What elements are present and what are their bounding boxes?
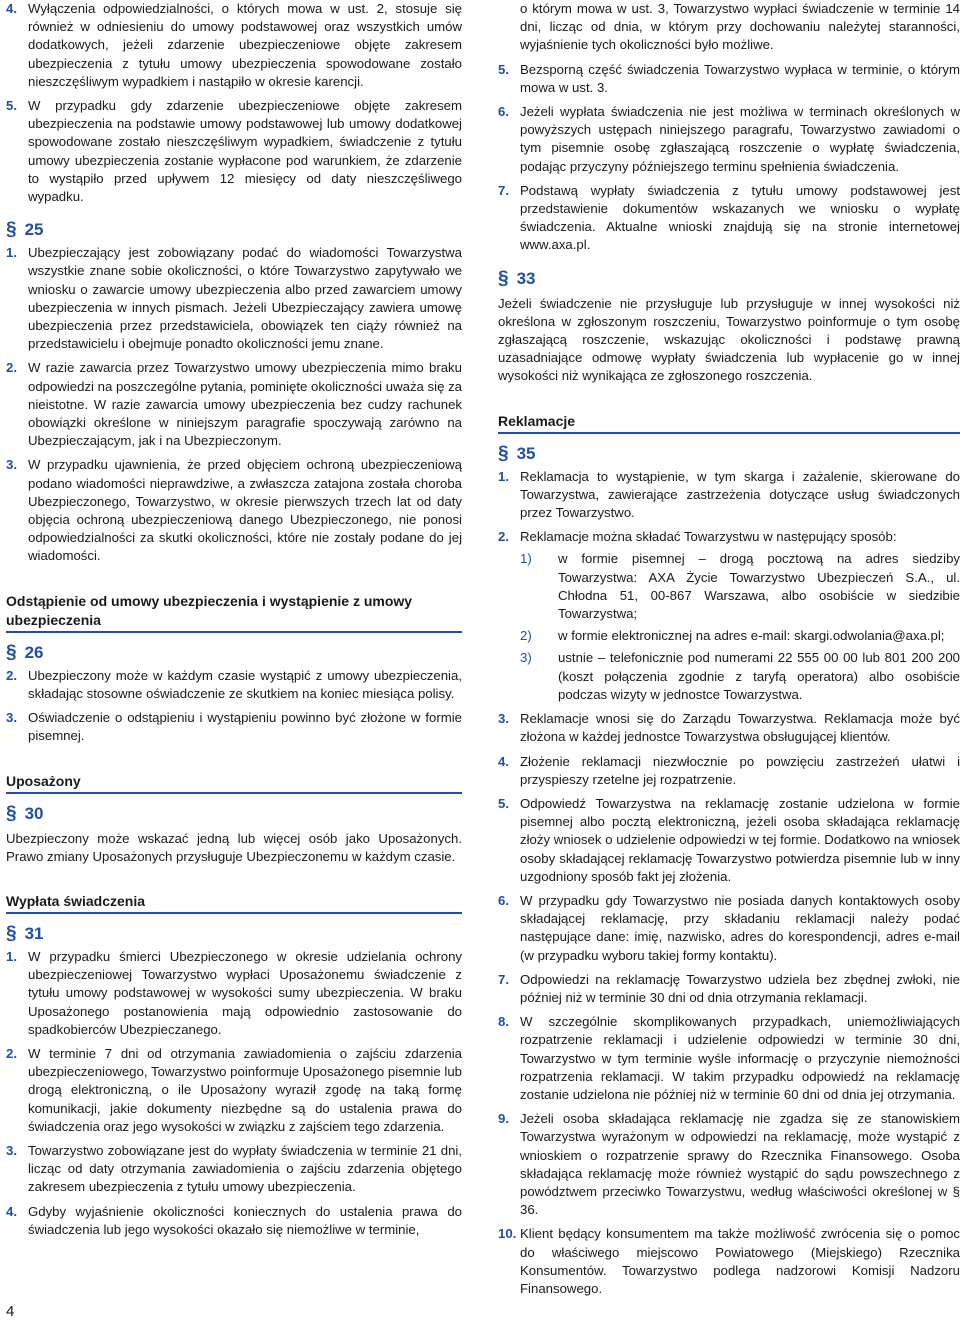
item-number: 1. — [498, 468, 509, 484]
item-number: 3. — [498, 711, 509, 727]
list-item — [498, 795, 960, 886]
left-top-items — [6, 0, 462, 206]
heading-reklamacje: Reklamacje — [498, 412, 960, 434]
list-item — [498, 1110, 960, 1219]
item-number: 8. — [498, 1014, 509, 1030]
list-item — [498, 528, 960, 546]
item-text: Reklamacje wnosi się do Zarządu Towarzystwa. Reklamacja może być złożona w każdej jednostce Towarzystwa obsługującej klientów. — [520, 711, 960, 745]
section-26-heading: § 26 — [6, 641, 44, 663]
item-number: 2) — [520, 628, 532, 644]
heading-wyplata: Wypłata świadczenia — [6, 892, 462, 914]
list-item — [6, 244, 462, 353]
item-text: Odpowiedź Towarzystwa na reklamację zostanie udzielona w formie pisemnej albo pocztą elektroniczną, jeżeli osoba składająca reklamację złoży wniosek o udzielenie odpowiedzi w tej formie. Dodatkowo na wniosek osoby składającej reklamację Towarzystwo potwierdza pisemnie lub w inny uzgodniony sposób fakt jej złożenia. — [520, 795, 960, 884]
list-item — [498, 971, 960, 1007]
list-item — [6, 948, 462, 1039]
section-31-heading: § 31 — [6, 922, 44, 944]
item-text: Wyłączenia odpowiedzialności, o których mowa w ust. 2, stosuje się również w odniesieniu do umowy podstawowej oraz wszystkich umów dodatkowych, jeżeli zdarzenie ubezpieczeniowe objęte zakresem ubezpieczenia z tytułu umowy ubezpieczenia spowodowane zostało nieszczęśliwym wypadkiem i nastąpiło w okresie karencji. — [28, 1, 462, 89]
list-item — [498, 1013, 960, 1104]
section-35-subitems — [498, 550, 960, 704]
item-number: 5. — [498, 795, 509, 811]
section-33-text: Jeżeli świadczenie nie przysługuje lub przysługuje w innej wysokości niż określona w zgłoszonym roszczeniu, Towarzystwo poinformuje o tym osobę zgłaszającą roszczenie, wskazując okoliczności i podstawę prawną uzasadniające odmowę wypłaty świadczenia lub wypłacenie go w innej wysokości niż wynikająca ze zgłoszonego roszczenia. — [498, 295, 960, 384]
item-number: 6. — [498, 892, 509, 908]
item-number: 3. — [6, 1142, 17, 1158]
item-number: 5. — [6, 98, 17, 114]
item-number: 7. — [498, 971, 509, 987]
section-35-items-a — [498, 468, 960, 547]
list-item — [6, 667, 462, 703]
item-text: o którym mowa w ust. 3, Towarzystwo wypłaci świadczenie w terminie 14 dni, licząc od dnia, w którym przy dochowaniu należytej staranności, wyjaśnienie tych okoliczności było możliwe. — [520, 1, 960, 53]
list-item — [498, 753, 960, 789]
item-number: 2. — [6, 360, 17, 376]
item-text: Odpowiedzi na reklamację Towarzystwo udziela bez zbędnej zwłoki, nie później niż w terminie 30 dni od dnia otrzymania reklamacji. — [520, 971, 960, 1005]
list-item — [498, 892, 960, 965]
list-item — [6, 1203, 462, 1239]
item-text: Ubezpieczający jest zobowiązany podać do wiadomości Towarzystwa wszystkie znane sobie okoliczności, o które Towarzystwo zapytywało we wniosku o zawarcie umowy ubezpieczenia albo przed zawarciem umowy ubezpieczenia w innych pismach. Jeżeli Ubezpieczający zawiera umowę ubezpieczenia przez przedstawiciela, obowiązek ten ciąży również na przedstawicielu i obejmuje ponadto okoliczności jemu znane. — [28, 245, 462, 352]
item-number: 4. — [6, 1203, 17, 1219]
section-30-heading: § 30 — [6, 802, 44, 824]
item-text: Reklamacja to wystąpienie, w tym skarga i zażalenie, skierowane do Towarzystwa, zawierające zastrzeżenia dotyczące usług świadczonych przez Towarzystwo. — [520, 468, 960, 521]
item-text: Jeżeli osoba składająca reklamację nie zgadza się ze stanowiskiem Towarzystwa wyrażonym w odpowiedzi na reklamację, może wystąpić z wnioskiem o rozpatrzenie sprawy do Rzecznika Finansowego. Osoba składająca reklamację może również wystąpić do sądu powszechnego z powództwem przeciwko Towarzystwu, według właściwości określonej w § 36. — [520, 1111, 960, 1218]
section-31-items — [6, 948, 462, 1239]
item-number: 5. — [498, 61, 509, 77]
list-item — [6, 1142, 462, 1197]
left-column — [6, 0, 462, 1239]
list-item — [498, 1225, 960, 1298]
item-text: Oświadczenie o odstąpieniu i wystąpieniu powinno być złożone w formie pisemnej. — [28, 710, 462, 744]
section-30-text: Ubezpieczony może wskazać jedną lub więcej osób jako Uposażonych. Prawo zmiany Uposażonych przysługuje Ubezpieczonemu w każdym czasie. — [6, 830, 462, 864]
item-text: w formie pisemnej – drogą pocztową na adres siedziby Towarzystwa: AXA Życie Towarzystwo Ubezpieczeń S.A., ul. Chłodna 51, 00-867 Warszawa, albo osobiście w siedzibie Towarzystwa; — [558, 551, 960, 622]
list-item — [6, 1045, 462, 1136]
heading-uposazony: Uposażony — [6, 772, 462, 794]
section-35-items-b — [498, 710, 960, 1298]
item-text: W razie zawarcia przez Towarzystwo umowy ubezpieczenia mimo braku odpowiedzi na poszczególne pytania, pominięte okoliczności uważa się za nieistotne. W razie zawarcia umowy ubezpieczenia bez cudzy rachunek obowiązki określone w niniejszym paragrafie spoczywają zarówno na Ubezpieczającym, jak i na Ubezpieczonym. — [28, 360, 462, 449]
item-text: W terminie 7 dni od otrzymania zawiadomienia o zajściu zdarzenia ubezpieczeniowego, Towarzystwo poinformuje Uposażonego pisemnie lub drogą elektroniczną, o ile Uposażony wyraził zgodę na taką formę komunikacji, jakie dokumenty niezbędne są do ustalenia prawa do świadczenia oraz jego wysokości w związku z zajściem tego zdarzenia. — [28, 1045, 462, 1134]
item-text: Towarzystwo zobowiązane jest do wypłaty świadczenia w terminie 21 dni, licząc od daty otrzymania zawiadomienia o zajściu zdarzenia objętego zakresem ubezpieczenia z tytułu umowy ubezpieczenia. — [28, 1142, 462, 1195]
list-item — [6, 0, 462, 91]
item-number: 6. — [498, 104, 509, 120]
item-number: 1. — [6, 245, 17, 261]
list-item — [6, 359, 462, 450]
list-item — [498, 61, 960, 97]
item-number: 3) — [520, 650, 532, 666]
item-text: W przypadku śmierci Ubezpieczonego w okresie udzielania ochrony ubezpieczeniowej Towarzystwo wypłaci Uposażonemu świadczenie z tytułu umowy podstawowej w wysokości sumy ubezpieczenia. W braku Uposażonego postanowienia mają odpowiednio zastosowanie do spadkobierców Ubezpieczanego. — [28, 948, 462, 1037]
list-item — [498, 710, 960, 746]
item-text: W przypadku ujawnienia, że przed objęciem ochroną ubezpieczeniową podano wiadomości nieprawdziwe, a zwłaszcza zatajona została choroba Ubezpieczonego, Towarzystwo, w okresie pierwszych trzech lat od daty objęcia ochroną ubezpieczeniową danego Ubezpieczonego, nie ponosi odpowiedzialności za skutki okoliczności, które nie zostały podane do jej wiadomości. — [28, 457, 462, 564]
item-text: W przypadku gdy Towarzystwo nie posiada danych kontaktowych osoby składającej reklamację, przy składaniu reklamacji należy podać następujące dane: imię, nazwisko, adres do korespondencji, adres e-mail (w przypadku wyboru takiej formy kontaktu). — [520, 892, 960, 963]
list-item — [498, 103, 960, 176]
item-number: 4. — [498, 753, 509, 769]
item-text: Gdyby wyjaśnienie okoliczności koniecznych do ustalenia prawa do świadczenia lub jego wysokości okazało się niemożliwe w terminie, — [28, 1203, 462, 1237]
item-number: 9. — [498, 1111, 509, 1127]
item-number: 7. — [498, 182, 509, 198]
item-text: W przypadku gdy zdarzenie ubezpieczeniowe objęte zakresem ubezpieczenia na podstawie umowy podstawowej lub umowy dodatkowej spowodowane zostało nieszczęśliwym wypadkiem, świadczenie z tytułu umowy ubezpieczenia zostanie wypłacone pod warunkiem, że zdarzenie to wystąpiło przed upływem 12 miesięcy od daty nieszczęśliwego wypadku. — [28, 98, 462, 205]
item-text: Bezsporną część świadczenia Towarzystwo wypłaca w terminie, o którym mowa w ust. 3. — [520, 61, 960, 95]
item-text: w formie elektronicznej na adres e-mail: skargi.odwolania@axa.pl; — [558, 628, 945, 644]
item-text: Złożenie reklamacji niezwłocznie po powzięciu zastrzeżeń ułatwi i przyspieszy rzetelne jej rozpatrzenie. — [520, 753, 960, 787]
section-26-items — [6, 667, 462, 746]
item-number: 4. — [6, 1, 17, 16]
list-item — [6, 97, 462, 206]
item-text: Podstawą wypłaty świadczenia z tytułu umowy podstawowej jest przedstawienie dokumentów wskazanych we wniosku o wypłatę świadczenia. Aktualne wnioski znajdują się na stronie internetowej www.axa.pl. — [520, 182, 960, 253]
item-number: 2. — [6, 1045, 17, 1061]
item-number: 3. — [6, 710, 17, 726]
sub-list-item — [520, 627, 960, 645]
item-text: Reklamacje można składać Towarzystwu w następujący sposób: — [520, 529, 897, 545]
item-text: Ubezpieczony może w każdym czasie wystąpić z umowy ubezpieczenia, składając stosowne oświadczenie ze skutkiem na koniec miesiąca polisy. — [28, 667, 462, 701]
item-number — [498, 0, 520, 55]
section-25-heading: § 25 — [6, 219, 44, 241]
list-item — [498, 182, 960, 255]
list-item — [6, 709, 462, 745]
section-sign: § — [6, 219, 17, 241]
item-number: 1. — [6, 948, 17, 964]
item-text: Jeżeli wypłata świadczenia nie jest możliwa w terminach określonych w powyższych ustępach niniejszego paragrafu, Towarzystwo zawiadomi o tym pisemnie osobę zgłaszającą roszczenie o wypłatę świadczenia, podając przyczyny późniejszego terminu spełnienia świadczenia. — [520, 104, 960, 174]
list-item — [498, 0, 960, 55]
item-text: Klient będący konsumentem ma także możliwość zwrócenia się o pomoc do właściwego miejscowo Powiatowego (Miejskiego) Rzecznika Konsumentów. Towarzystwo podlega nadzorowi Komisji Nadzoru Finansowego. — [520, 1226, 960, 1296]
item-number: 2. — [498, 529, 509, 545]
item-number: 10. — [498, 1226, 517, 1242]
section-25-items — [6, 244, 462, 565]
item-text: W szczególnie skomplikowanych przypadkach, uniemożliwiających rozpatrzenie reklamacji i udzielenie odpowiedzi w terminie 30 dni, Towarzystwo w tym terminie wyśle informację o przyczynie niemożności rozpatrzenia reklamacji. W takim przypadku odpowiedź na reklamację zostanie udzielona nie później niż w terminie 60 dni od dnia jej otrzymania. — [520, 1014, 960, 1102]
list-item — [498, 468, 960, 523]
item-number: 2. — [6, 667, 17, 683]
item-text: ustnie – telefonicznie pod numerami 22 555 00 00 lub 801 200 200 (koszt połączenia zgodnie z taryfą operatora) albo osobiście podczas wizyty w jednostce Towarzystwa. — [558, 650, 960, 702]
sub-list-item — [520, 550, 960, 623]
item-number: 3. — [6, 457, 17, 473]
list-item — [6, 456, 462, 565]
heading-odstapienie: Odstąpienie od umowy ubezpieczenia i wystąpienie z umowy ubezpieczenia — [6, 592, 462, 633]
sub-list-item — [520, 649, 960, 704]
item-number: 1) — [520, 551, 532, 567]
section-35-heading: § 35 — [498, 442, 536, 464]
right-column — [498, 0, 960, 1298]
section-33-heading: § 33 — [498, 267, 536, 289]
page-number: 4 — [6, 1303, 15, 1320]
right-top-items — [498, 0, 960, 255]
